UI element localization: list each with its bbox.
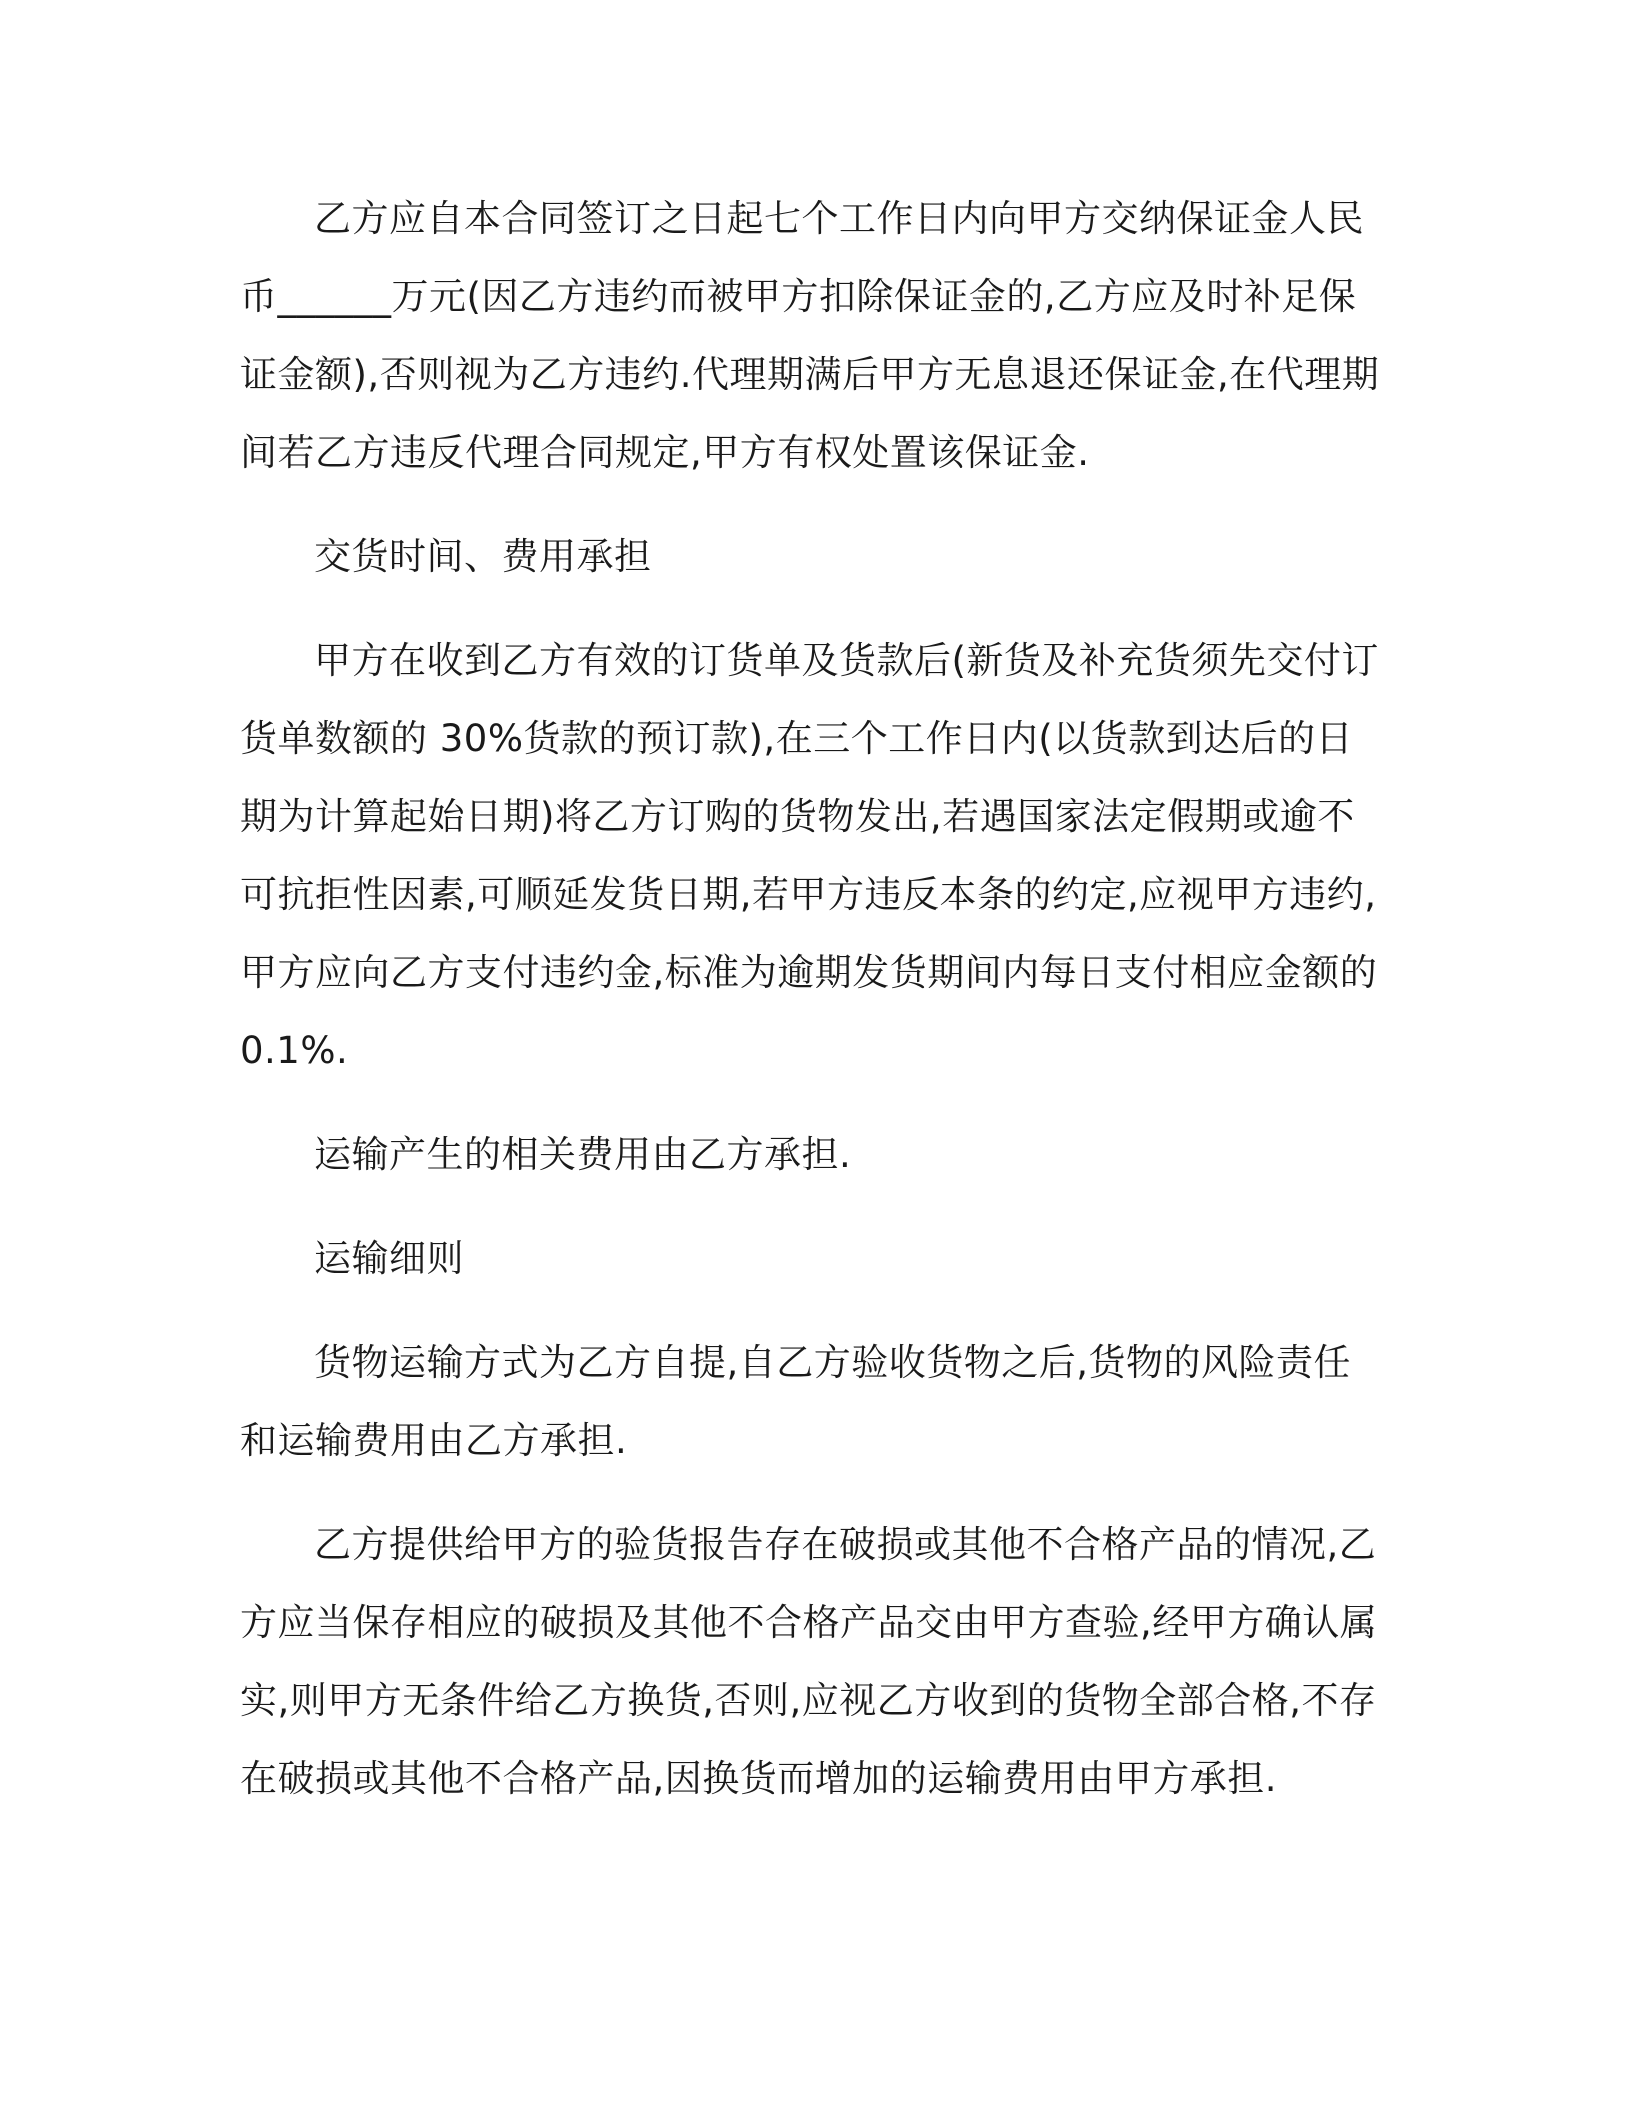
paragraph-deposit: 乙方应自本合同签订之日起七个工作日内向甲方交纳保证金人民币______万元(因乙方违约而被甲方扣除保证金的,乙方应及时补足保证金额),否则视为乙方违约.代理期满后甲方无息退还保证金,在代理期间若乙方违反代理合同规定,甲方有权处置该保证金. — [240, 197, 1380, 474]
paragraph-transport-costs: 运输产生的相关费用由乙方承担. — [314, 1133, 852, 1176]
paragraph-transport-method: 货物运输方式为乙方自提,自乙方验收货物之后,货物的风险责任和运输费用由乙方承担. — [240, 1341, 1352, 1462]
document-body — [240, 180, 1380, 1844]
heading-transport-rules: 运输细则 — [314, 1237, 464, 1280]
paragraph-inspection-exchange: 乙方提供给甲方的验货报告存在破损或其他不合格产品的情况,乙方应当保存相应的破损及其他不合格产品交由甲方查验,经甲方确认属实,则甲方无条件给乙方换货,否则,应视乙方收到的货物全部合格,不存在破损或其他不合格产品,因换货而增加的运输费用由甲方承担. — [240, 1523, 1378, 1800]
heading-delivery-time-costs: 交货时间、费用承担 — [314, 535, 652, 578]
paragraph-delivery-terms: 甲方在收到乙方有效的订货单及货款后(新货及补充货须先交付订货单数额的 30%货款的预订款),在三个工作日内(以货款到达后的日期为计算起始日期)将乙方订购的货物发出,若遇国家法定假期或逾不可抗拒性因素,可顺延发货日期,若甲方违反本条的约定,应视甲方违约,甲方应向乙方支付违约金,标准为逾期发货期间内每日支付相应金额的0.1%. — [240, 639, 1379, 1072]
